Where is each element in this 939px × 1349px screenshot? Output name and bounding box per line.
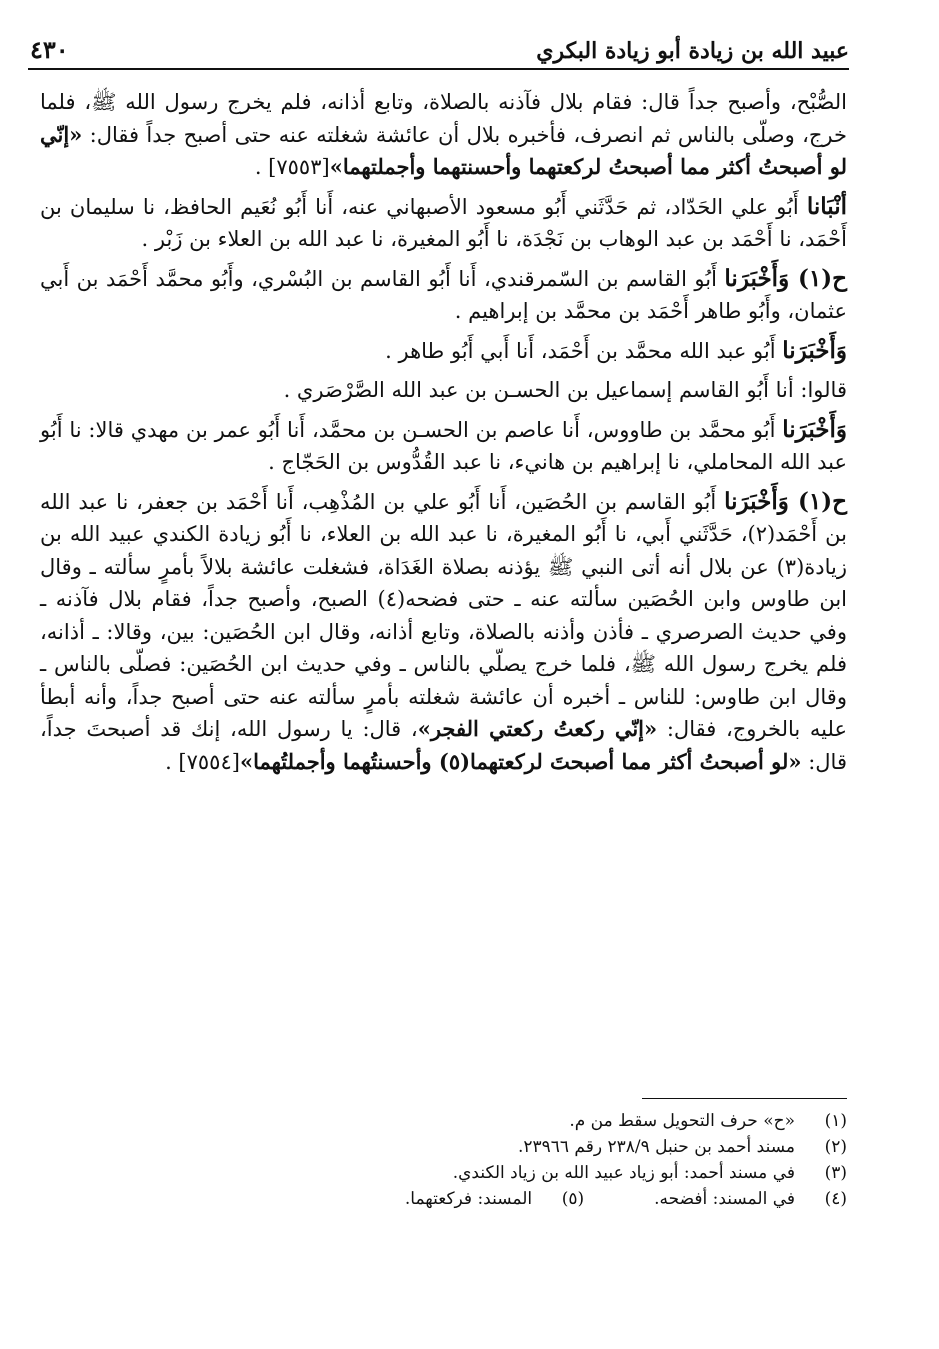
footnote-text: في المسند: أفضحه. xyxy=(654,1189,795,1209)
footnote-4 xyxy=(654,1186,847,1212)
hadith-quote: «إنّي لو أصبحتُ أكثر مما أصبحتُ لركعتهما وأحسنتهما وأجملتهما» xyxy=(40,121,847,179)
paragraph-text: أَبُو علي الحَدّاد، ثم حَدَّثَني أَبُو مسعود الأصبهاني عنه، أَنا أَبُو نُعَيم الحافظ، نا سليمان بن أَحْمَد، نا أَحْمَد بن عبد الوهاب بن نَجْدَة، نا أَبُو المغيرة، نا عبد الله بن العلاء بن زَبْر . xyxy=(40,194,847,251)
hadith-quote: «إنّي ركعتُ ركعتي الفجر» xyxy=(417,716,658,741)
paragraph-6 xyxy=(40,414,847,479)
paragraph-text: أَبُو محمَّد بن طاووس، أَنا عاصم بن الحسـن بن محمَّد، أَنا أَبُو عمر بن مهدي قالا: نا أَبُو عبد الله المحاملي، نا إبراهيم بن هانيء، نا عبد القُدُّوس بن الحَجّاج . xyxy=(40,417,847,474)
paragraph-text: أَبُو القاسم بن السّمرقندي، أَنا أَبُو القاسم بن البُسْري، وأَبُو محمَّد أَحْمَد بن أَبي عثمان، وأَبُو طاهر أَحْمَد بن محمَّد بن إبراهيم . xyxy=(40,266,847,323)
footnote-number: (٥) xyxy=(561,1189,585,1209)
running-head: عبيد الله بن زيادة أبو زيادة البكري xyxy=(536,38,849,64)
footnote-number: (٣) xyxy=(824,1163,847,1183)
footnote-1 xyxy=(40,1108,847,1134)
footnote-row xyxy=(40,1186,847,1212)
main-text xyxy=(40,86,847,785)
isnad-lead: ح(١) وَأَخْبَرَنا xyxy=(724,264,847,292)
paragraph-text-cont: ، قال: يا رسول الله، إنك قد أصبحتَ جداً، قال: xyxy=(40,717,847,774)
footnote-text: المسند: فركعتهما. xyxy=(404,1189,533,1209)
isnad-lead: وَأَخْبَرَنا xyxy=(782,336,847,364)
isnad-lead: وَأَخْبَرَنا xyxy=(782,415,847,443)
paragraph-text: أَبُو القاسم بن الحُصَين، أَنا أَبُو علي بن المُذْهِب، أَنا أَحْمَد بن جعفر، نا عبد الله بن أَحْمَد(٢)، حَدَّثَني أَبي، نا أَبُو المغيرة، نا عبد الله بن العلاء، نا أَبُو زيادة الكندي عبيد الله بن زيادة(٣) عن بلال أنه أتى النبي ﷺ يؤذنه بصلاة الغَدَاة، فشغلت عائشة بلالاً بأمرٍ سألته ـ وقال ابن طاوس وابن الحُصَين سألته عنه ـ حتى فضحه(٤) الصبح، وأصبح جداً، فقام بلال فآذنه ـ وفي حديث الصرصري ـ فأذن وأذنه بالصلاة، وتابع أذانه، وقال ابن الحُصَين: بين، وقالا: ـ أذانه، فلم يخرج رسول الله ﷺ، فلما خرج يصلّي بالناس ـ وفي حديث ابن الحُصَين: فصلّى بالناس ـ وقال ابن طاوس: للناس ـ أخبره أن عائشة شغلته بأمرٍ سألته عنه حتى أصبح جداً، وأنه أبطأ عليه بالخروج، فقال: xyxy=(40,489,848,741)
isnad-lead: أنْبَانا xyxy=(806,192,847,220)
footnote-number: (١) xyxy=(824,1111,847,1131)
hadith-number: [٧٥٥٤] . xyxy=(165,749,240,774)
paragraph-7 xyxy=(40,486,847,779)
paragraph-4 xyxy=(40,335,847,368)
footnote-2 xyxy=(40,1134,847,1160)
page-number: ٤٣٠ xyxy=(30,35,69,64)
footnote-rule xyxy=(642,1098,847,1099)
footnote-number: (٤) xyxy=(824,1189,847,1209)
footnote-3 xyxy=(40,1160,847,1186)
paragraph-text: أَبُو عبد الله محمَّد بن أَحْمَد، أَنا أَبي أَبُو طاهر . xyxy=(385,338,783,363)
footnotes xyxy=(40,1108,847,1212)
isnad-lead: ح(١) وَأَخْبَرَنا xyxy=(724,487,847,515)
paragraph-2 xyxy=(40,191,847,256)
footnote-number: (٢) xyxy=(824,1137,847,1157)
footnote-5 xyxy=(405,1186,584,1212)
footnote-text: مسند أحمد بن حنبل ٢٣٨/٩ رقم ٢٣٩٦٦. xyxy=(517,1137,795,1157)
page-header xyxy=(30,24,849,64)
paragraph-text: قالوا: أنا أَبُو القاسم إسماعيل بن الحسـن بن عبد الله الصَّرْصَري . xyxy=(283,378,847,402)
paragraph-1 xyxy=(40,86,847,184)
paragraph-5 xyxy=(40,374,847,407)
header-rule xyxy=(28,68,849,70)
paragraph-3 xyxy=(40,263,847,328)
footnote-text: «ح» حرف التحويل سقط من م. xyxy=(569,1111,795,1131)
hadith-number: [٧٥٥٣] . xyxy=(254,155,330,179)
paragraph-text: الصُّبْح، وأصبح جداً قال: فقام بلال فآذنه بالصلاة، وتابع أذانه، فلم يخرج رسول الله ﷺ، فلما خرج، وصلّى بالناس ثم انصرف، فأخبره بلال أن عائشة شغلته عنه حتى أصبح جداً فقال: xyxy=(40,90,847,147)
hadith-quote-2: «لو أصبحتُ أكثر مما أصبحتَ لركعتهما(٥) وأحسنتُهما وأجملتُهما» xyxy=(239,748,802,774)
footnote-text: في مسند أحمد: أبو زياد عبيد الله بن زياد الكندي. xyxy=(452,1163,795,1183)
